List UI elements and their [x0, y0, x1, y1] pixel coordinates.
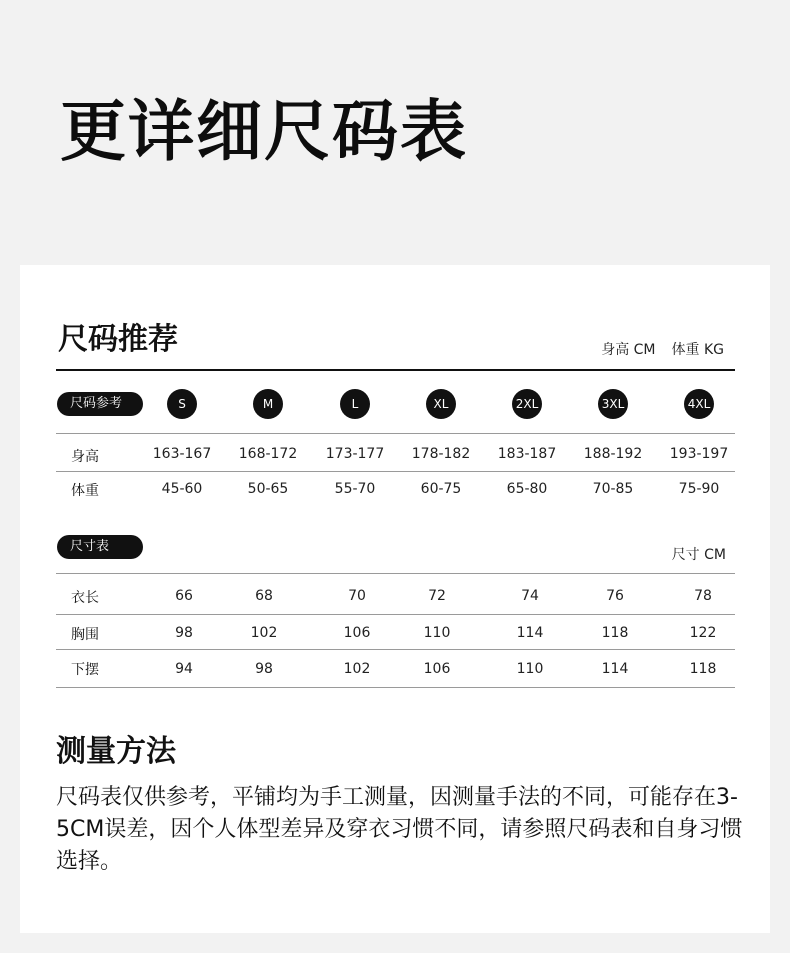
height-cell: 163-167 — [152, 446, 212, 462]
length-cell: 66 — [175, 588, 193, 604]
hem-cell: 94 — [175, 661, 193, 677]
recommendation-units — [601, 339, 724, 359]
size-badge-l: L — [340, 389, 370, 419]
height-cell: 178-182 — [411, 446, 471, 462]
size-badge-2xl: 2XL — [512, 389, 542, 419]
weight-cell: 45-60 — [161, 481, 203, 497]
size-badge-xl: XL — [426, 389, 456, 419]
chest-cell: 106 — [343, 625, 371, 641]
length-cell: 76 — [606, 588, 624, 604]
size-chart-card — [20, 265, 770, 933]
divider — [56, 471, 735, 472]
length-cell: 68 — [255, 588, 273, 604]
chest-row-label: 胸围 — [71, 627, 99, 643]
weight-cell: 55-70 — [334, 481, 376, 497]
height-unit: 身高 CM — [601, 342, 656, 358]
height-row-label: 身高 — [71, 449, 99, 465]
page-title: 更详细尺码表 — [60, 93, 468, 170]
size-badge-m: M — [253, 389, 283, 419]
weight-cell: 70-85 — [592, 481, 634, 497]
length-cell: 72 — [428, 588, 446, 604]
chest-cell: 114 — [516, 625, 544, 641]
recommendation-heading: 尺码推荐 — [58, 322, 178, 357]
hem-cell: 106 — [423, 661, 451, 677]
height-cell: 173-177 — [325, 446, 385, 462]
height-cell: 188-192 — [583, 446, 643, 462]
chest-cell: 118 — [601, 625, 629, 641]
size-table-pill: 尺寸表 — [57, 535, 143, 559]
chest-cell: 122 — [689, 625, 717, 641]
height-cell: 183-187 — [497, 446, 557, 462]
size-badge-4xl: 4XL — [684, 389, 714, 419]
chest-cell: 102 — [250, 625, 278, 641]
hem-cell: 114 — [601, 661, 629, 677]
chest-cell: 110 — [423, 625, 451, 641]
divider — [56, 614, 735, 615]
hem-cell: 98 — [255, 661, 273, 677]
size-reference-pill: 尺码参考 — [57, 392, 143, 416]
divider — [56, 573, 735, 574]
weight-cell: 65-80 — [506, 481, 548, 497]
hem-cell: 110 — [516, 661, 544, 677]
height-cell: 193-197 — [669, 446, 729, 462]
length-cell: 70 — [348, 588, 366, 604]
divider — [56, 369, 735, 371]
weight-cell: 50-65 — [247, 481, 289, 497]
chest-cell: 98 — [175, 625, 193, 641]
weight-cell: 75-90 — [678, 481, 720, 497]
length-cell: 74 — [521, 588, 539, 604]
hem-cell: 118 — [689, 661, 717, 677]
size-table-unit: 尺寸 CM — [671, 547, 726, 563]
measurement-heading: 测量方法 — [56, 734, 176, 769]
size-badge-s: S — [167, 389, 197, 419]
height-cell: 168-172 — [238, 446, 298, 462]
weight-row-label: 体重 — [71, 483, 99, 499]
divider — [56, 687, 735, 688]
hem-cell: 102 — [343, 661, 371, 677]
hem-row-label: 下摆 — [71, 662, 99, 678]
length-cell: 78 — [694, 588, 712, 604]
weight-unit: 体重 KG — [671, 342, 724, 358]
length-row-label: 衣长 — [71, 590, 99, 606]
divider — [56, 433, 735, 434]
weight-cell: 60-75 — [420, 481, 462, 497]
measurement-note: 尺码表仅供参考，平铺均为手工测量，因测量手法的不同，可能存在3-5CM误差，因个人体型差异及穿衣习惯不同，请参照尺码表和自身习惯选择。 — [56, 785, 743, 874]
divider — [56, 649, 735, 650]
size-badge-3xl: 3XL — [598, 389, 628, 419]
